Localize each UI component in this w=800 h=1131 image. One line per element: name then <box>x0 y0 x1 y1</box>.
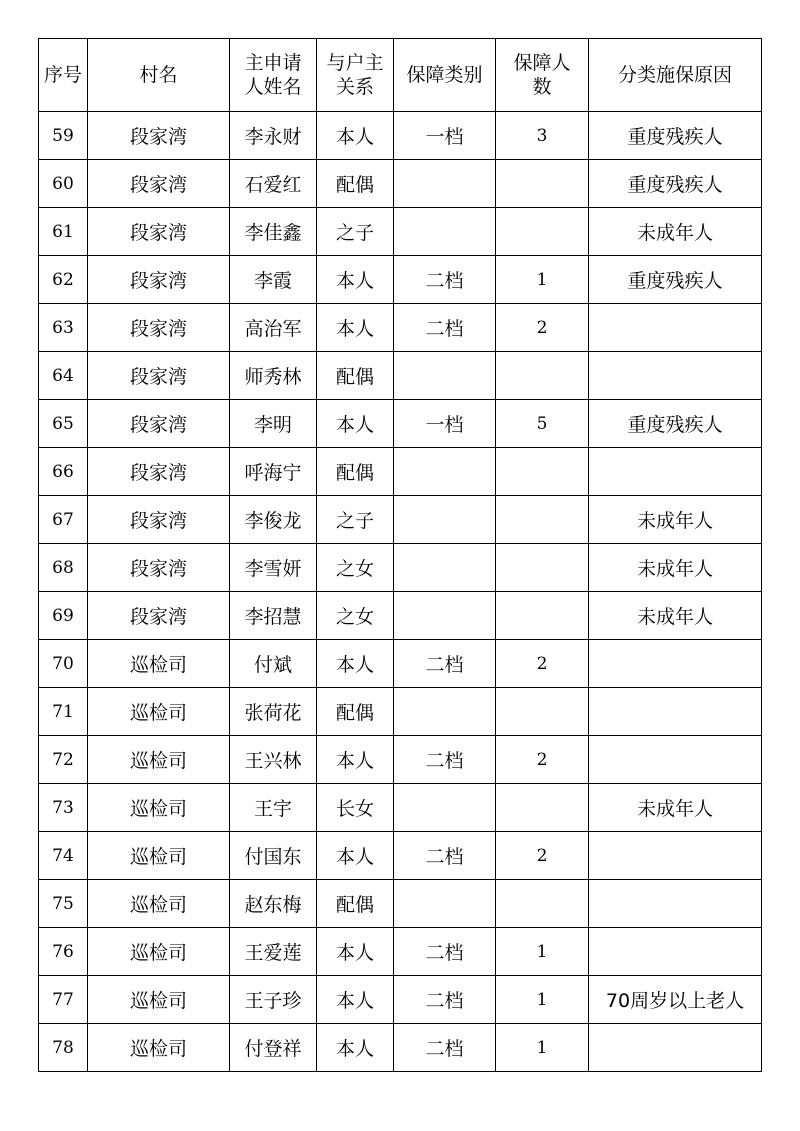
cell-count <box>496 352 589 400</box>
cell-reason <box>589 640 762 688</box>
cell-seq: 61 <box>39 208 88 256</box>
cell-reason: 重度残疾人 <box>589 160 762 208</box>
cell-reason: 重度残疾人 <box>589 256 762 304</box>
cell-seq: 74 <box>39 832 88 880</box>
cell-category: 二档 <box>394 1024 496 1072</box>
cell-village: 巡检司 <box>88 832 230 880</box>
header-count: 保障人 数 <box>496 39 589 112</box>
cell-village: 巡检司 <box>88 1024 230 1072</box>
cell-reason: 未成年人 <box>589 544 762 592</box>
cell-village: 段家湾 <box>88 592 230 640</box>
cell-count <box>496 688 589 736</box>
cell-relation: 配偶 <box>317 448 394 496</box>
cell-seq: 66 <box>39 448 88 496</box>
cell-category: 二档 <box>394 304 496 352</box>
cell-seq: 63 <box>39 304 88 352</box>
cell-relation: 本人 <box>317 304 394 352</box>
cell-name: 师秀林 <box>230 352 317 400</box>
cell-village: 段家湾 <box>88 304 230 352</box>
cell-name: 李俊龙 <box>230 496 317 544</box>
cell-relation: 本人 <box>317 112 394 160</box>
cell-name: 张荷花 <box>230 688 317 736</box>
cell-seq: 60 <box>39 160 88 208</box>
table-row <box>39 208 762 256</box>
cell-reason <box>589 688 762 736</box>
cell-count: 1 <box>496 1024 589 1072</box>
cell-count: 2 <box>496 304 589 352</box>
cell-village: 巡检司 <box>88 928 230 976</box>
cell-reason: 未成年人 <box>589 592 762 640</box>
cell-count: 2 <box>496 832 589 880</box>
cell-name: 王兴林 <box>230 736 317 784</box>
header-row <box>39 39 762 112</box>
cell-relation: 本人 <box>317 736 394 784</box>
cell-name: 李明 <box>230 400 317 448</box>
cell-category: 二档 <box>394 640 496 688</box>
cell-count: 5 <box>496 400 589 448</box>
cell-seq: 73 <box>39 784 88 832</box>
cell-count <box>496 160 589 208</box>
cell-village: 巡检司 <box>88 880 230 928</box>
table-row <box>39 928 762 976</box>
cell-village: 巡检司 <box>88 688 230 736</box>
cell-reason <box>589 304 762 352</box>
cell-relation: 本人 <box>317 400 394 448</box>
cell-count: 3 <box>496 112 589 160</box>
header-reason: 分类施保原因 <box>589 39 762 112</box>
cell-category: 二档 <box>394 976 496 1024</box>
cell-seq: 67 <box>39 496 88 544</box>
table-row <box>39 160 762 208</box>
cell-village: 巡检司 <box>88 640 230 688</box>
cell-seq: 77 <box>39 976 88 1024</box>
table-row <box>39 592 762 640</box>
cell-village: 段家湾 <box>88 352 230 400</box>
cell-reason <box>589 736 762 784</box>
assistance-roster-table <box>38 38 762 1072</box>
cell-relation: 本人 <box>317 928 394 976</box>
table-row <box>39 640 762 688</box>
cell-category: 一档 <box>394 400 496 448</box>
cell-seq: 62 <box>39 256 88 304</box>
cell-category: 一档 <box>394 112 496 160</box>
cell-category <box>394 544 496 592</box>
cell-count <box>496 448 589 496</box>
cell-count: 2 <box>496 736 589 784</box>
cell-name: 李霞 <box>230 256 317 304</box>
cell-relation: 本人 <box>317 832 394 880</box>
cell-name: 高治军 <box>230 304 317 352</box>
cell-reason <box>589 928 762 976</box>
cell-count: 1 <box>496 928 589 976</box>
cell-count <box>496 784 589 832</box>
cell-village: 段家湾 <box>88 544 230 592</box>
cell-category <box>394 160 496 208</box>
cell-relation: 配偶 <box>317 688 394 736</box>
cell-name: 付斌 <box>230 640 317 688</box>
table-row <box>39 496 762 544</box>
cell-name: 李永财 <box>230 112 317 160</box>
cell-reason: 重度残疾人 <box>589 112 762 160</box>
table-row <box>39 544 762 592</box>
cell-seq: 70 <box>39 640 88 688</box>
cell-name: 付国东 <box>230 832 317 880</box>
cell-count <box>496 544 589 592</box>
cell-relation: 本人 <box>317 256 394 304</box>
cell-count <box>496 880 589 928</box>
table-row <box>39 1024 762 1072</box>
cell-category <box>394 784 496 832</box>
cell-name: 赵东梅 <box>230 880 317 928</box>
cell-reason: 未成年人 <box>589 784 762 832</box>
cell-village: 巡检司 <box>88 784 230 832</box>
cell-count: 2 <box>496 640 589 688</box>
cell-seq: 76 <box>39 928 88 976</box>
cell-category <box>394 496 496 544</box>
cell-village: 段家湾 <box>88 448 230 496</box>
cell-name: 呼海宁 <box>230 448 317 496</box>
header-applicant-name: 主申请 人姓名 <box>230 39 317 112</box>
cell-village: 段家湾 <box>88 496 230 544</box>
cell-seq: 59 <box>39 112 88 160</box>
cell-seq: 78 <box>39 1024 88 1072</box>
cell-village: 段家湾 <box>88 208 230 256</box>
cell-name: 李佳鑫 <box>230 208 317 256</box>
header-seq: 序号 <box>39 39 88 112</box>
cell-seq: 71 <box>39 688 88 736</box>
cell-category <box>394 688 496 736</box>
cell-category <box>394 208 496 256</box>
cell-relation: 之女 <box>317 592 394 640</box>
cell-village: 巡检司 <box>88 736 230 784</box>
cell-relation: 配偶 <box>317 880 394 928</box>
cell-village: 巡检司 <box>88 976 230 1024</box>
cell-name: 王爱莲 <box>230 928 317 976</box>
cell-seq: 69 <box>39 592 88 640</box>
header-village: 村名 <box>88 39 230 112</box>
cell-category <box>394 448 496 496</box>
table-row <box>39 832 762 880</box>
table-row <box>39 736 762 784</box>
table-row <box>39 112 762 160</box>
table-row <box>39 976 762 1024</box>
table-row <box>39 880 762 928</box>
cell-count <box>496 592 589 640</box>
cell-relation: 之子 <box>317 208 394 256</box>
header-relation: 与户主 关系 <box>317 39 394 112</box>
cell-category: 二档 <box>394 256 496 304</box>
cell-category <box>394 352 496 400</box>
cell-reason <box>589 832 762 880</box>
cell-category: 二档 <box>394 736 496 784</box>
cell-seq: 75 <box>39 880 88 928</box>
cell-seq: 65 <box>39 400 88 448</box>
cell-count: 1 <box>496 976 589 1024</box>
cell-relation: 本人 <box>317 1024 394 1072</box>
cell-reason: 重度残疾人 <box>589 400 762 448</box>
cell-relation: 之子 <box>317 496 394 544</box>
cell-name: 李雪妍 <box>230 544 317 592</box>
cell-village: 段家湾 <box>88 112 230 160</box>
cell-relation: 配偶 <box>317 160 394 208</box>
cell-reason <box>589 448 762 496</box>
cell-reason: 未成年人 <box>589 496 762 544</box>
cell-relation: 配偶 <box>317 352 394 400</box>
cell-reason <box>589 1024 762 1072</box>
cell-reason: 未成年人 <box>589 208 762 256</box>
table-row <box>39 688 762 736</box>
table-row <box>39 256 762 304</box>
cell-count <box>496 208 589 256</box>
cell-name: 付登祥 <box>230 1024 317 1072</box>
cell-count: 1 <box>496 256 589 304</box>
cell-category: 二档 <box>394 928 496 976</box>
cell-name: 王子珍 <box>230 976 317 1024</box>
cell-seq: 72 <box>39 736 88 784</box>
table-row <box>39 784 762 832</box>
cell-name: 李招慧 <box>230 592 317 640</box>
cell-village: 段家湾 <box>88 400 230 448</box>
cell-seq: 64 <box>39 352 88 400</box>
cell-reason: 70周岁以上老人 <box>589 976 762 1024</box>
cell-village: 段家湾 <box>88 160 230 208</box>
cell-seq: 68 <box>39 544 88 592</box>
cell-name: 石爱红 <box>230 160 317 208</box>
cell-reason <box>589 352 762 400</box>
cell-village: 段家湾 <box>88 256 230 304</box>
table-row <box>39 400 762 448</box>
cell-name: 王宇 <box>230 784 317 832</box>
cell-relation: 之女 <box>317 544 394 592</box>
cell-category <box>394 592 496 640</box>
table-row <box>39 352 762 400</box>
table-row <box>39 448 762 496</box>
cell-relation: 本人 <box>317 640 394 688</box>
cell-category <box>394 880 496 928</box>
cell-relation: 本人 <box>317 976 394 1024</box>
cell-category: 二档 <box>394 832 496 880</box>
table-row <box>39 304 762 352</box>
cell-relation: 长女 <box>317 784 394 832</box>
header-category: 保障类别 <box>394 39 496 112</box>
cell-reason <box>589 880 762 928</box>
cell-count <box>496 496 589 544</box>
